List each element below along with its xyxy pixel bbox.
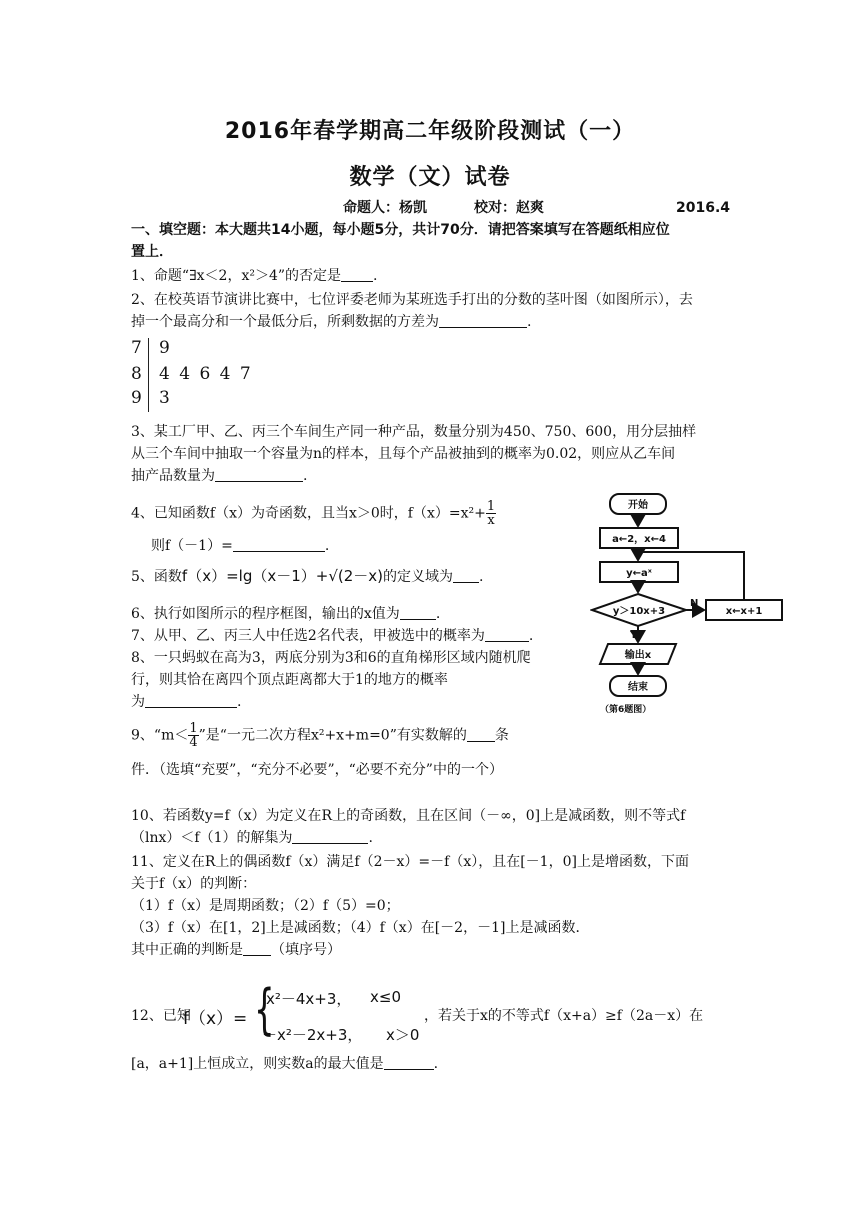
answer-blank [400,605,436,620]
question-3: 3、某工厂甲、乙、丙三个车间生产同一种产品，数量分别为450、750、600，用分层抽样 [131,424,697,440]
question-1-text: 1、命题“∃x＜2，x²＞4”的否定是 [131,268,342,284]
question-4-text2: 则f（－1）= [151,538,233,554]
author: 命题人：杨凯 [343,200,427,216]
stem-value: 9 [131,388,142,408]
question-5-formula: f（x）=lg（x－1）+√(2－x) [181,567,384,585]
question-11-item: （1）f（x）是周期函数；（2）f（5）=0； [131,898,400,914]
question-4-text: 4、已知函数f（x）为奇函数，且当x＞0时，f（x）=x²+ [131,505,486,522]
checker: 校对：赵爽 [474,200,544,216]
piecewise-brace: { [254,978,275,1041]
question-5: 5、函数f（x）=lg（x－1）+√(2－x)的定义域为 . [131,567,484,585]
answer-blank [215,467,303,482]
question-12-cont: [a，a+1]上恒成立，则实数a的最大值是 . [131,1056,439,1072]
question-4-cont: 则f（－1）= . [151,538,330,554]
question-8-cont: 行，则其恰在离四个顶点距离都大于1的地方的概率 [131,672,448,688]
question-5-prefix: 5、函数 [131,569,182,585]
answer-blank [243,941,271,956]
question-2-text: 掉一个最高分和一个最低分后，所剩数据的方差为 [131,314,439,330]
page-subtitle: 数学（文）试卷 [349,165,511,190]
piecewise-cond-1: x≤0 [370,988,401,1006]
answer-blank [341,267,373,282]
piecewise-case-2: －x²－2x+3， [262,1026,363,1044]
question-6: 6、执行如图所示的程序框图，输出的x值为 . [131,606,441,622]
question-12-suffix: ，若关于x的不等式f（x+a）≥f（2a－x）在 [424,1008,704,1024]
leaf-values: 9 [159,338,170,358]
flowchart-init-label: a←2，x←4 [612,534,666,545]
question-3-text: 抽产品数量为 [131,468,215,484]
question-6-text: 6、执行如图所示的程序框图，输出的x值为 [131,606,400,622]
answer-blank [485,627,529,642]
flowchart [590,486,790,718]
page-title: 2016年春学期高二年级阶段测试（一） [224,119,636,144]
fraction: $\frac{1}{4}$ [189,721,198,750]
question-8: 8、一只蚂蚁在高为3，两底分别为3和6的直角梯形区域内随机爬 [131,650,531,666]
question-9 [131,722,509,749]
question-12-prefix: 12、已知 [131,1008,191,1024]
question-11: 11、定义在R上的偶函数f（x）满足f（2－x）=－f（x），且在[－1，0]上是增函数，下面 [131,854,689,870]
question-8-text: 为 [131,694,145,710]
question-5-suffix: 的定义域为 [383,569,454,585]
fraction: $\frac{1}{x}$ [486,499,496,528]
stem-divider [148,338,149,412]
flowchart-assign-label: y←aˣ [626,568,652,579]
question-11-tail: （填序号） [271,942,341,958]
question-7: 7、从甲、乙、丙三人中任选2名代表，甲被选中的概率为 . [131,628,534,644]
flowchart-no-label: N [690,598,699,609]
question-11-item: （3）f（x）在[1，2]上是减函数；（4）f（x）在[－2，－1]上是减函数． [131,920,590,936]
date: 2016.4 [676,200,731,216]
question-9-prefix: 9、“m＜ [131,727,189,744]
answer-blank [233,537,325,552]
question-12-fx: f（x）= [183,1009,248,1029]
stem-value: 7 [131,338,142,358]
stem-leaf-plot [131,338,291,414]
question-11-end [131,940,341,960]
question-7-text: 7、从甲、乙、丙三人中任选2名代表，甲被选中的概率为 [131,628,485,644]
flowchart-decision-label: y＞10x+3 [612,606,666,617]
question-8-cont2: 为 . [131,694,242,710]
stem-value: 8 [131,364,142,384]
question-10: 10、若函数y=f（x）为定义在R上的奇函数，且在区间（－∞，0]上是减函数，则不等式f [131,808,686,824]
question-12-text: [a，a+1]上恒成立，则实数a的最大值是 [131,1056,384,1072]
question-3-cont2: 抽产品数量为 . [131,468,308,484]
section-heading: 一、填空题：本大题共14小题，每小题5分，共计70分．请把答案填写在答题纸相应位 [131,222,670,238]
question-2: 2、在校英语节演讲比赛中，七位评委老师为某班选手打出的分数的茎叶图（如图所示），去 [131,292,693,308]
section-heading-cont: 置上． [131,244,173,260]
question-11-text: 其中正确的判断是 [131,942,243,958]
question-9-mid: ”是“一元二次方程x²+x+m=0”有实数解的 [198,727,467,744]
piecewise-cond-2: x＞0 [386,1026,420,1044]
question-9-tail: 条 [494,727,509,744]
leaf-values: 3 [159,388,170,408]
flowchart-yes-label: Y [630,630,638,641]
question-11-cont: 关于f（x）的判断： [131,876,257,892]
question-9-cont: 件．（选填“充要”，“充分不必要”，“必要不充分”中的一个） [131,762,503,778]
answer-blank [439,313,527,328]
flowchart-end-label: 结束 [628,682,648,693]
piecewise-case-1: x²－4x+3， [266,990,352,1008]
flowchart-caption: （第6题图） [600,705,652,715]
answer-blank [453,568,479,583]
leaf-values: 4 4 6 4 7 [159,364,253,384]
question-10-text: （lnx）＜f（1）的解集为 [131,830,293,846]
answer-blank [292,829,368,844]
answer-blank [384,1055,434,1070]
answer-blank [467,727,495,742]
flowchart-start-label: 开始 [628,500,648,511]
question-4 [131,500,496,527]
question-2-cont: 掉一个最高分和一个最低分后，所剩数据的方差为 . [131,314,532,330]
question-10-cont: （lnx）＜f（1）的解集为 . [131,830,373,846]
flowchart-increment-label: x←x+1 [725,606,763,617]
flowchart-output-label: 输出x [624,650,652,661]
question-1: 1、命题“∃x＜2，x²＞4”的否定是 . [131,268,378,284]
question-3-cont: 从三个车间中抽取一个容量为n的样本，且每个产品被抽到的概率为0.02，则应从乙车间 [131,446,676,462]
answer-blank [145,693,237,708]
